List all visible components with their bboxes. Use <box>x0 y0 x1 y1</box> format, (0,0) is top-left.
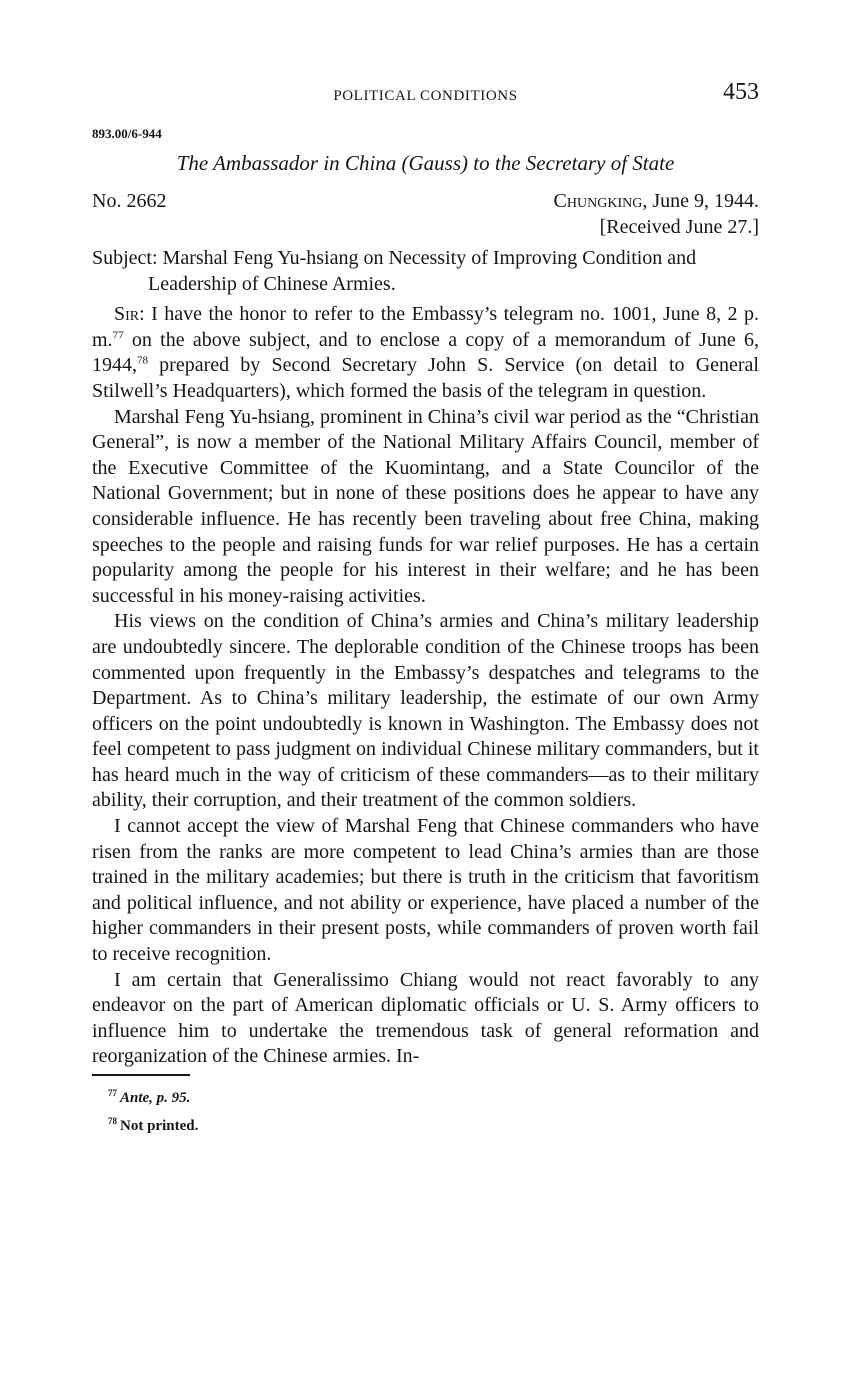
document-title: The Ambassador in China (Gauss) to the Secretary of State <box>176 151 675 175</box>
footnote-78-number: 78 <box>108 1116 117 1126</box>
footnote-78 <box>92 1110 759 1138</box>
footnote-77-number: 77 <box>108 1088 117 1098</box>
dispatch-date: June 9, 1944. <box>647 190 759 212</box>
document-page <box>92 78 759 1138</box>
footnote-ref-77: 77 <box>112 329 124 342</box>
paragraph-1-part-1: I have the honor to refer to the Embassy’s telegram no. 1001, June 8, 2 p. m. <box>92 303 759 351</box>
footnote-78-text: Not printed. <box>120 1118 199 1134</box>
footnote-77-text: Ante, p. 95. <box>120 1090 191 1106</box>
dispatch-place: Chungking, <box>553 190 648 212</box>
paragraph-5: I am certain that Generalissimo Chiang would not react favorably to any endeavor on the part of American diplomatic officials or U. S. Army officers to influence him to undertake the tremendous task of general reformation and reorganization of the Chinese armies. In- <box>92 968 759 1068</box>
paragraph-4: I cannot accept the view of Marshal Feng that Chinese commanders who have risen from the ranks are more competent to lead China’s armies than are those trained in the military academies; but there is truth in the criticism that favoritism and political influence, and not ability or experience, have placed a number of the higher commanders in their present posts, while commanders of proven worth fail to receive recognition. <box>92 815 759 966</box>
paragraph-1-part-3: prepared by Second Secretary John S. Service (on detail to General Stilwell’s Headquarters), which formed the basis of the telegram in question. <box>92 354 759 402</box>
dispatch-line <box>92 188 759 214</box>
footnote-ref-78: 78 <box>137 354 148 367</box>
footnote-divider <box>92 1074 190 1076</box>
file-number: 893.00/6-944 <box>92 126 162 141</box>
dispatch-place-date <box>554 188 759 214</box>
subject-line: Subject: Marshal Feng Yu-hsiang on Necessity of Improving Condition and Leadership of Chinese Armies. <box>92 247 697 295</box>
paragraph-3: His views on the condition of China’s armies and China’s military leadership are undoubtedly sincere. The deplorable condition of the Chinese troops has been commented upon frequently in the Embassy’s despatches and telegrams to the Department. As to China’s military leadership, the estimate of our own Army officers on the point undoubtedly is known in Washington. The Embassy does not feel competent to pass judgment on individual Chinese military commanders, but it has heard much in the way of criticism of these commanders—as to their military ability, their corruption, and their treatment of the common soldiers. <box>92 610 759 812</box>
salutation: Sir: <box>114 303 145 326</box>
received-date: [Received June 27.] <box>599 216 759 238</box>
footnote-77 <box>92 1082 759 1110</box>
running-title: POLITICAL CONDITIONS <box>333 88 518 104</box>
paragraph-2: Marshal Feng Yu-hsiang, prominent in China’s civil war period as the “Christian General”, is now a member of the National Military Affairs Council, member of the Executive Committee of the Kuomintang, and a State Councilor of the National Government; but in none of these positions does he appear to have any considerable influence. He has recently been traveling about free China, making speeches to the people and raising funds for war relief purposes. He has a certain popularity among the people for his interest in their welfare; and he has been successful in his money-raising activities. <box>92 405 759 607</box>
running-header <box>92 78 759 112</box>
page-number: 453 <box>723 79 759 105</box>
paragraph-1 <box>92 302 759 404</box>
dispatch-number: No. 2662 <box>92 190 167 212</box>
paragraph-1-part-2: on the above subject, and to enclose a copy of a memorandum of June 6, 1944, <box>92 328 759 377</box>
